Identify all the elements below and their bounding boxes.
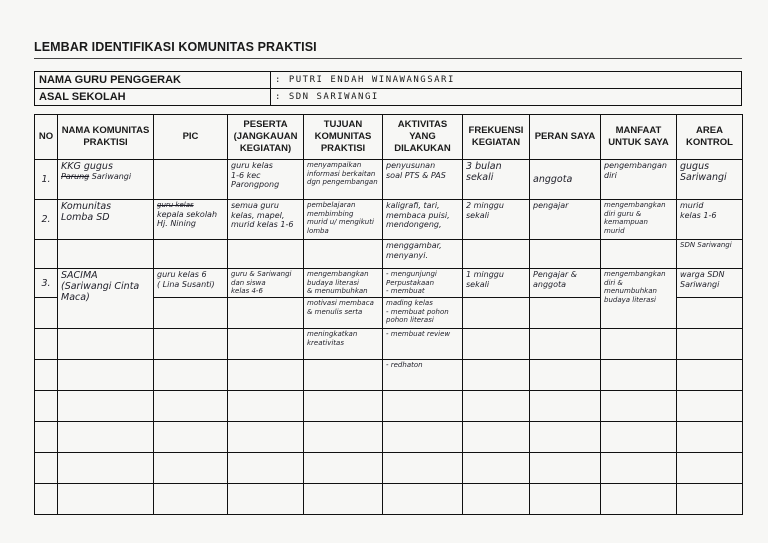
cell-aktivitas: mading kelas - membuat pohon pohon literasi xyxy=(383,298,463,329)
header-area: AREA KONTROL xyxy=(677,115,743,160)
cell-area xyxy=(677,360,743,391)
cell-peserta xyxy=(228,360,304,391)
table-row xyxy=(35,160,743,200)
cell-tujuan: menyampaikan informasi berkaitan dgn pengembangan xyxy=(304,160,383,200)
cell-area: warga SDN Sariwangi xyxy=(677,269,743,298)
cell-no xyxy=(35,240,58,269)
cell-peran xyxy=(530,329,601,360)
cell-frekuensi xyxy=(463,360,530,391)
cell-nama: Komunitas Lomba SD xyxy=(58,200,154,240)
cell-peran: anggota xyxy=(530,160,601,200)
header-manfaat: MANFAAT UNTUK SAYA xyxy=(601,115,677,160)
cell-tujuan: pembelajaran membimbing murid u/ mengikuti lomba xyxy=(304,200,383,240)
cell-no: 2. xyxy=(35,200,58,240)
info-row-guru xyxy=(35,72,742,89)
table-row-empty xyxy=(35,391,743,422)
pic-struck: guru kelas xyxy=(157,201,194,209)
cell-nama xyxy=(58,329,154,360)
cell-frekuensi xyxy=(463,329,530,360)
title-divider xyxy=(34,58,742,59)
cell-peran xyxy=(530,240,601,269)
cell-tujuan: motivasi membaca & menulis serta xyxy=(304,298,383,329)
cell-tujuan xyxy=(304,240,383,269)
cell-no xyxy=(35,298,58,329)
guru-value: : PUTRI ENDAH WINAWANGSARI xyxy=(271,72,742,89)
cell-area xyxy=(677,329,743,360)
cell-pic xyxy=(154,360,228,391)
table-row xyxy=(35,360,743,391)
cell-frekuensi: 3 bulan sekali xyxy=(463,160,530,200)
nama-struck: Parung xyxy=(61,172,90,181)
cell-aktivitas: - redhaton xyxy=(383,360,463,391)
cell-peran: pengajar xyxy=(530,200,601,240)
cell-pic xyxy=(154,329,228,360)
cell-pic: guru kelas 6 ( Lina Susanti) xyxy=(154,269,228,298)
teacher-info-table xyxy=(34,71,742,106)
cell-frekuensi xyxy=(463,240,530,269)
table-row xyxy=(35,240,743,269)
cell-nama: SACIMA (Sariwangi Cinta Maca) xyxy=(58,269,154,329)
table-row xyxy=(35,269,743,298)
cell-pic xyxy=(154,240,228,269)
header-pic: PIC xyxy=(154,115,228,160)
cell-frekuensi: 1 minggu sekali xyxy=(463,269,530,298)
cell-tujuan: mengembangkan budaya literasi & menumbuhkan xyxy=(304,269,383,298)
page-title: LEMBAR IDENTIFIKASI KOMUNITAS PRAKTISI xyxy=(34,40,317,54)
cell-manfaat: pengembangan diri xyxy=(601,160,677,200)
cell-peserta xyxy=(228,329,304,360)
cell-peran: Pengajar & anggota xyxy=(530,269,601,298)
cell-manfaat: mengembangkan diri guru & kemampuan murid xyxy=(601,200,677,240)
nama-text-2: Sariwangi xyxy=(91,172,132,181)
cell-peran xyxy=(530,360,601,391)
header-nama: NAMA KOMUNITAS PRAKTISI xyxy=(58,115,154,160)
cell-nama xyxy=(58,360,154,391)
cell-nama xyxy=(58,240,154,269)
cell-aktivitas: - mengunjungi Perpustakaan - membuat xyxy=(383,269,463,298)
cell-manfaat xyxy=(601,329,677,360)
cell-area xyxy=(677,298,743,329)
cell-aktivitas: penyusunan soal PTS & PAS xyxy=(383,160,463,200)
nama-text: KKG gugus xyxy=(61,161,113,172)
cell-aktivitas: kaligrafi, tari, membaca puisi, mendongeng, xyxy=(383,200,463,240)
cell-manfaat xyxy=(601,360,677,391)
cell-frekuensi: 2 minggu sekali xyxy=(463,200,530,240)
cell-peserta xyxy=(228,240,304,269)
cell-area: gugus Sariwangi xyxy=(677,160,743,200)
cell-manfaat: mengembangkan diri & menumbuhkan budaya literasi xyxy=(601,269,677,329)
cell-no: 3. xyxy=(35,269,58,298)
cell-manfaat xyxy=(601,240,677,269)
community-table xyxy=(34,114,743,515)
cell-peserta: semua guru kelas, mapel, murid kelas 1-6 xyxy=(228,200,304,240)
cell-no xyxy=(35,329,58,360)
cell-aktivitas: menggambar, menyanyi. xyxy=(383,240,463,269)
sekolah-value: : SDN SARIWANGI xyxy=(271,89,742,106)
info-row-sekolah xyxy=(35,89,742,106)
cell-frekuensi xyxy=(463,298,530,329)
table-row-empty xyxy=(35,453,743,484)
header-peran: PERAN SAYA xyxy=(530,115,601,160)
table-row xyxy=(35,329,743,360)
cell-no xyxy=(35,360,58,391)
table-row xyxy=(35,200,743,240)
guru-label: NAMA GURU PENGGERAK xyxy=(35,72,271,89)
cell-peran xyxy=(530,298,601,329)
cell-area: murid kelas 1-6 xyxy=(677,200,743,240)
header-peserta: PESERTA (JANGKAUAN KEGIATAN) xyxy=(228,115,304,160)
cell-tujuan: meningkatkan kreativitas xyxy=(304,329,383,360)
cell-area: SDN Sariwangi xyxy=(677,240,743,269)
cell-nama xyxy=(58,160,154,200)
cell-pic xyxy=(154,298,228,329)
cell-peserta xyxy=(228,298,304,329)
cell-peserta: guru & Sariwangi dan siswa kelas 4-6 xyxy=(228,269,304,298)
table-row-empty xyxy=(35,422,743,453)
nama-line-2 xyxy=(61,172,150,182)
cell-aktivitas: - membuat review xyxy=(383,329,463,360)
pic-text: kepala sekolah Hj. Nining xyxy=(157,209,218,228)
header-frekuensi: FREKUENSI KEGIATAN xyxy=(463,115,530,160)
table-header-row xyxy=(35,115,743,160)
cell-pic xyxy=(154,160,228,200)
header-no: NO xyxy=(35,115,58,160)
table-row-empty xyxy=(35,484,743,515)
cell-no: 1. xyxy=(35,160,58,200)
cell-peserta: guru kelas 1-6 kec Parongpong xyxy=(228,160,304,200)
header-tujuan: TUJUAN KOMUNITAS PRAKTISI xyxy=(304,115,383,160)
sekolah-label: ASAL SEKOLAH xyxy=(35,89,271,106)
header-aktivitas: AKTIVITAS YANG DILAKUKAN xyxy=(383,115,463,160)
cell-pic xyxy=(154,200,228,240)
cell-tujuan xyxy=(304,360,383,391)
